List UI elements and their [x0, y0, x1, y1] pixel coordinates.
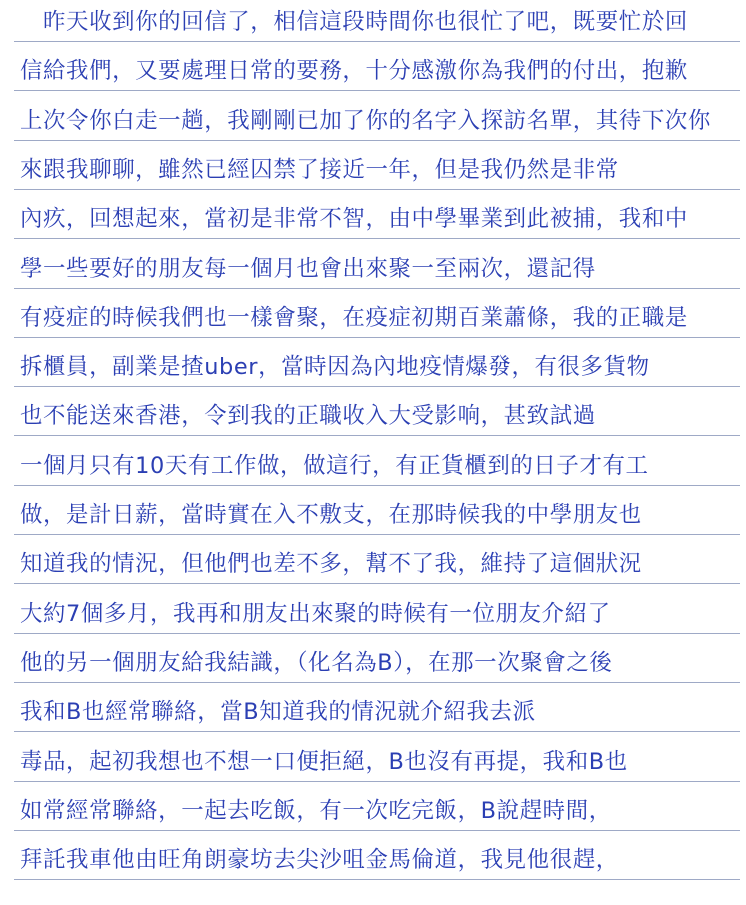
ruled-line [14, 189, 740, 190]
ruled-line [14, 41, 740, 42]
ruled-line [14, 288, 740, 289]
letter-line-11: 做，是計日薪，當時實在入不敷支，在那時候我的中學朋友也 [20, 502, 642, 528]
letter-line-18: 拜託我車他由旺角朗豪坊去尖沙咀金馬倫道，我見他很趕， [20, 847, 619, 873]
letter-line-8: 拆櫃員，副業是揸uber，當時因為內地疫情爆發，有很多貨物 [20, 354, 650, 380]
ruled-line [14, 386, 740, 387]
ruled-line [14, 238, 740, 239]
letter-line-7: 有疫症的時候我們也一樣會聚，在疫症初期百業蕭條，我的正職是 [20, 305, 688, 331]
ruled-line [14, 485, 740, 486]
letter-line-10: 一個月只有10天有工作做，做這行，有正貨櫃到的日子才有工 [20, 453, 649, 479]
letter-line-2: 信給我們，又要處理日常的要務，十分感激你為我們的付出，抱歉 [20, 58, 688, 84]
ruled-line [14, 781, 740, 782]
letter-line-15: 我和B也經常聯絡，當B知道我的情況就介紹我去派 [20, 699, 536, 725]
ruled-line [14, 534, 740, 535]
ruled-line [14, 140, 740, 141]
ruled-line [14, 435, 740, 436]
letter-line-17: 如常經常聯絡，一起去吃飯，有一次吃完飯，B說趕時間， [20, 798, 612, 824]
letter-line-16: 毒品，起初我想也不想一口便拒絕，B也沒有再提，我和B也 [20, 749, 628, 775]
ruled-line [14, 90, 740, 91]
letter-line-14: 他的另一個朋友給我結識，（化名為B），在那一次聚會之後 [20, 650, 613, 676]
ruled-line [14, 633, 740, 634]
ruled-line [14, 830, 740, 831]
letter-line-4: 來跟我聊聊，雖然已經囚禁了接近一年，但是我仍然是非常 [20, 157, 619, 183]
ruled-line [14, 731, 740, 732]
letter-line-13: 大約7個多月，我再和朋友出來聚的時候有一位朋友介紹了 [20, 601, 611, 627]
letter-line-3: 上次令你白走一趟，我剛剛已加了你的名字入探訪名單，其待下次你 [20, 108, 711, 134]
ruled-line [14, 337, 740, 338]
letter-line-5: 內疚，回想起來，當初是非常不智，由中學畢業到此被捕，我和中 [20, 206, 688, 232]
letter-line-9: 也不能送來香港，令到我的正職收入大受影响，甚致試過 [20, 403, 596, 429]
letter-line-1: 昨天收到你的回信了，相信這段時間你也很忙了吧，既要忙於回 [20, 9, 688, 35]
ruled-line [14, 879, 740, 880]
letter-line-12: 知道我的情況，但他們也差不多，幫不了我，維持了這個狀況 [20, 551, 642, 577]
ruled-line [14, 682, 740, 683]
ruled-line [14, 583, 740, 584]
letter-line-6: 學一些要好的朋友每一個月也會出來聚一至兩次，還記得 [20, 256, 596, 282]
